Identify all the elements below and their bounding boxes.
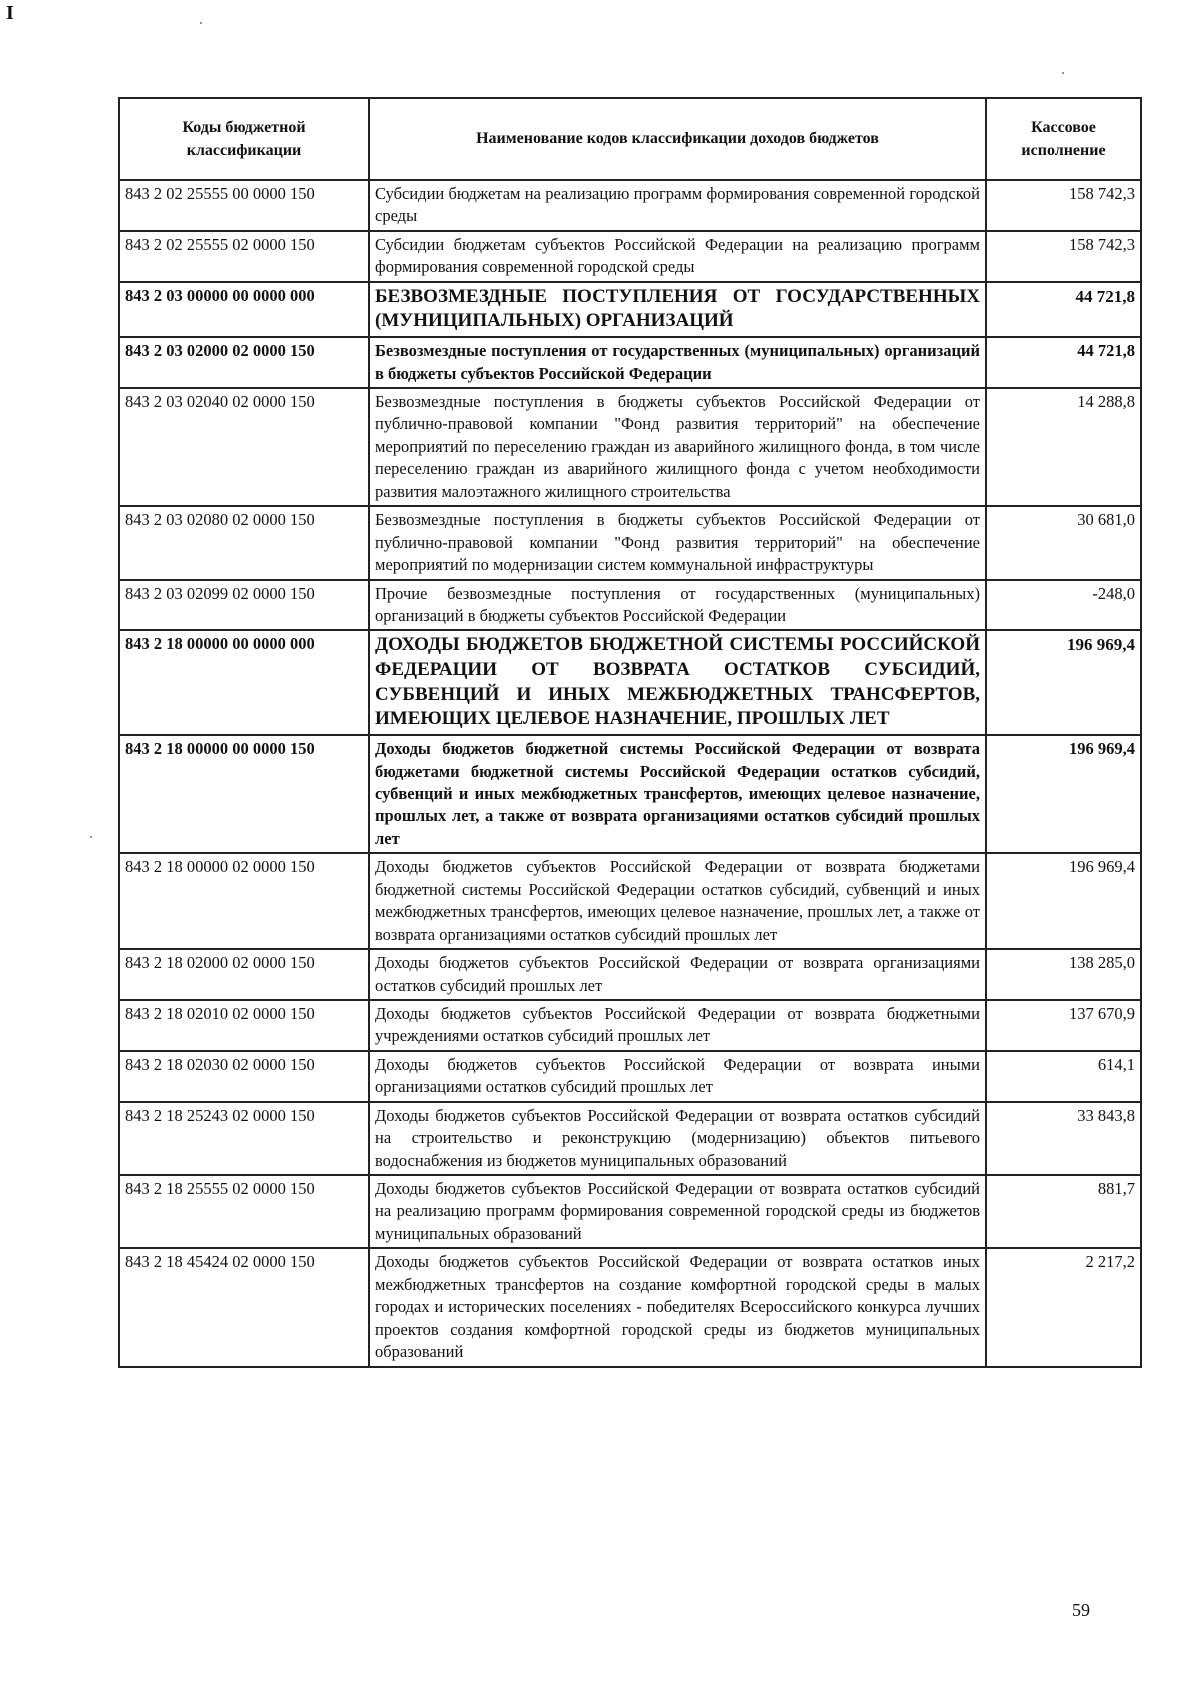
table-header-row	[119, 98, 1141, 180]
table-row	[119, 580, 1141, 631]
cell-name: Доходы бюджетов субъектов Российской Федерации от возврата организациями остатков субсидий прошлых лет	[369, 949, 986, 1000]
cell-amount: 881,7	[986, 1175, 1141, 1248]
cell-code: 843 2 18 45424 02 0000 150	[119, 1248, 369, 1366]
table-row	[119, 1000, 1141, 1051]
budget-table-container	[118, 97, 1140, 1368]
table-row	[119, 180, 1141, 231]
cell-name: Безвозмездные поступления в бюджеты субъектов Российской Федерации от публично-правовой компании "Фонд развития территорий" на обеспечение мероприятий по переселению граждан из аварийного жилищного фонда, в том числе переселению граждан из аварийного жилищного фонда с учетом необходимости развития малоэтажного жилищного строительства	[369, 388, 986, 506]
table-row	[119, 853, 1141, 949]
cell-name: ДОХОДЫ БЮДЖЕТОВ БЮДЖЕТНОЙ СИСТЕМЫ РОССИЙСКОЙ ФЕДЕРАЦИИ ОТ ВОЗВРАТА ОСТАТКОВ СУБСИДИЙ, СУБВЕНЦИЙ И ИНЫХ МЕЖБЮДЖЕТНЫХ ТРАНСФЕРТОВ, ИМЕЮЩИХ ЦЕЛЕВОЕ НАЗНАЧЕНИЕ, ПРОШЛЫХ ЛЕТ	[369, 630, 986, 735]
cell-amount: 14 288,8	[986, 388, 1141, 506]
corner-mark: I	[6, 2, 14, 24]
cell-code: 843 2 03 00000 00 0000 000	[119, 282, 369, 337]
cell-amount: 30 681,0	[986, 506, 1141, 579]
cell-code: 843 2 02 25555 02 0000 150	[119, 231, 369, 282]
cell-amount: 44 721,8	[986, 337, 1141, 388]
cell-amount: 158 742,3	[986, 231, 1141, 282]
table-body	[119, 180, 1141, 1367]
scan-speck	[1062, 72, 1064, 74]
cell-name: Доходы бюджетов бюджетной системы Российской Федерации от возврата бюджетами бюджетной системы Российской Федерации остатков субсидий, субвенций и иных межбюджетных трансфертов, имеющих целевое назначение, прошлых лет, а также от возврата организациями остатков субсидий прошлых лет	[369, 735, 986, 853]
cell-code: 843 2 18 25555 02 0000 150	[119, 1175, 369, 1248]
header-amount: Кассовое исполнение	[986, 98, 1141, 180]
cell-name: Безвозмездные поступления от государственных (муниципальных) организаций в бюджеты субъектов Российской Федерации	[369, 337, 986, 388]
table-row	[119, 1175, 1141, 1248]
cell-code: 843 2 18 00000 02 0000 150	[119, 853, 369, 949]
cell-name: Доходы бюджетов субъектов Российской Федерации от возврата остатков субсидий на реализацию программ формирования современной городской среды из бюджетов муниципальных образований	[369, 1175, 986, 1248]
cell-code: 843 2 18 02000 02 0000 150	[119, 949, 369, 1000]
table-row	[119, 231, 1141, 282]
cell-amount: 196 969,4	[986, 735, 1141, 853]
cell-amount: 614,1	[986, 1051, 1141, 1102]
cell-name: БЕЗВОЗМЕЗДНЫЕ ПОСТУПЛЕНИЯ ОТ ГОСУДАРСТВЕННЫХ (МУНИЦИПАЛЬНЫХ) ОРГАНИЗАЦИЙ	[369, 282, 986, 337]
table-row	[119, 337, 1141, 388]
table-row	[119, 506, 1141, 579]
cell-name: Субсидии бюджетам субъектов Российской Федерации на реализацию программ формирования современной городской среды	[369, 231, 986, 282]
header-code: Коды бюджетной классификации	[119, 98, 369, 180]
cell-amount: 2 217,2	[986, 1248, 1141, 1366]
cell-amount: 138 285,0	[986, 949, 1141, 1000]
cell-code: 843 2 03 02000 02 0000 150	[119, 337, 369, 388]
cell-name: Безвозмездные поступления в бюджеты субъектов Российской Федерации от публично-правовой компании "Фонд развития территорий" на обеспечение мероприятий по модернизации систем коммунальной инфраструктуры	[369, 506, 986, 579]
cell-code: 843 2 18 02010 02 0000 150	[119, 1000, 369, 1051]
cell-name: Доходы бюджетов субъектов Российской Федерации от возврата бюджетными учреждениями остатков субсидий прошлых лет	[369, 1000, 986, 1051]
cell-name: Доходы бюджетов субъектов Российской Федерации от возврата остатков субсидий на строительство и реконструкцию (модернизацию) объектов питьевого водоснабжения из бюджетов муниципальных образований	[369, 1102, 986, 1175]
table-row	[119, 735, 1141, 853]
header-name: Наименование кодов классификации доходов бюджетов	[369, 98, 986, 180]
cell-name: Прочие безвозмездные поступления от государственных (муниципальных) организаций в бюджеты субъектов Российской Федерации	[369, 580, 986, 631]
cell-amount: 196 969,4	[986, 853, 1141, 949]
cell-amount: 44 721,8	[986, 282, 1141, 337]
cell-amount: 33 843,8	[986, 1102, 1141, 1175]
table-row	[119, 1051, 1141, 1102]
cell-code: 843 2 02 25555 00 0000 150	[119, 180, 369, 231]
cell-code: 843 2 03 02080 02 0000 150	[119, 506, 369, 579]
cell-amount: 196 969,4	[986, 630, 1141, 735]
table-row	[119, 630, 1141, 735]
page-number: 59	[1072, 1600, 1090, 1620]
cell-code: 843 2 18 02030 02 0000 150	[119, 1051, 369, 1102]
scan-speck	[200, 22, 202, 24]
cell-amount: 137 670,9	[986, 1000, 1141, 1051]
cell-code: 843 2 18 00000 00 0000 000	[119, 630, 369, 735]
table-row	[119, 388, 1141, 506]
table-row	[119, 1102, 1141, 1175]
table-row	[119, 282, 1141, 337]
cell-name: Доходы бюджетов субъектов Российской Федерации от возврата остатков иных межбюджетных трансфертов на создание комфортной городской среды в малых городах и исторических поселениях - победителях Всероссийского конкурса лучших проектов создания комфортной городской среды из бюджетов муниципальных образований	[369, 1248, 986, 1366]
cell-code: 843 2 03 02099 02 0000 150	[119, 580, 369, 631]
cell-code: 843 2 18 00000 00 0000 150	[119, 735, 369, 853]
table-row	[119, 949, 1141, 1000]
cell-code: 843 2 18 25243 02 0000 150	[119, 1102, 369, 1175]
cell-amount: 158 742,3	[986, 180, 1141, 231]
cell-code: 843 2 03 02040 02 0000 150	[119, 388, 369, 506]
cell-name: Субсидии бюджетам на реализацию программ формирования современной городской среды	[369, 180, 986, 231]
cell-name: Доходы бюджетов субъектов Российской Федерации от возврата иными организациями остатков субсидий прошлых лет	[369, 1051, 986, 1102]
cell-name: Доходы бюджетов субъектов Российской Федерации от возврата бюджетами бюджетной системы Российской Федерации остатков субсидий, субвенций и иных межбюджетных трансфертов, имеющих целевое назначение, прошлых лет, а также от возврата организациями остатков субсидий прошлых лет	[369, 853, 986, 949]
scan-speck	[90, 836, 92, 838]
table-row	[119, 1248, 1141, 1366]
cell-amount: -248,0	[986, 580, 1141, 631]
budget-revenue-table	[118, 97, 1142, 1368]
